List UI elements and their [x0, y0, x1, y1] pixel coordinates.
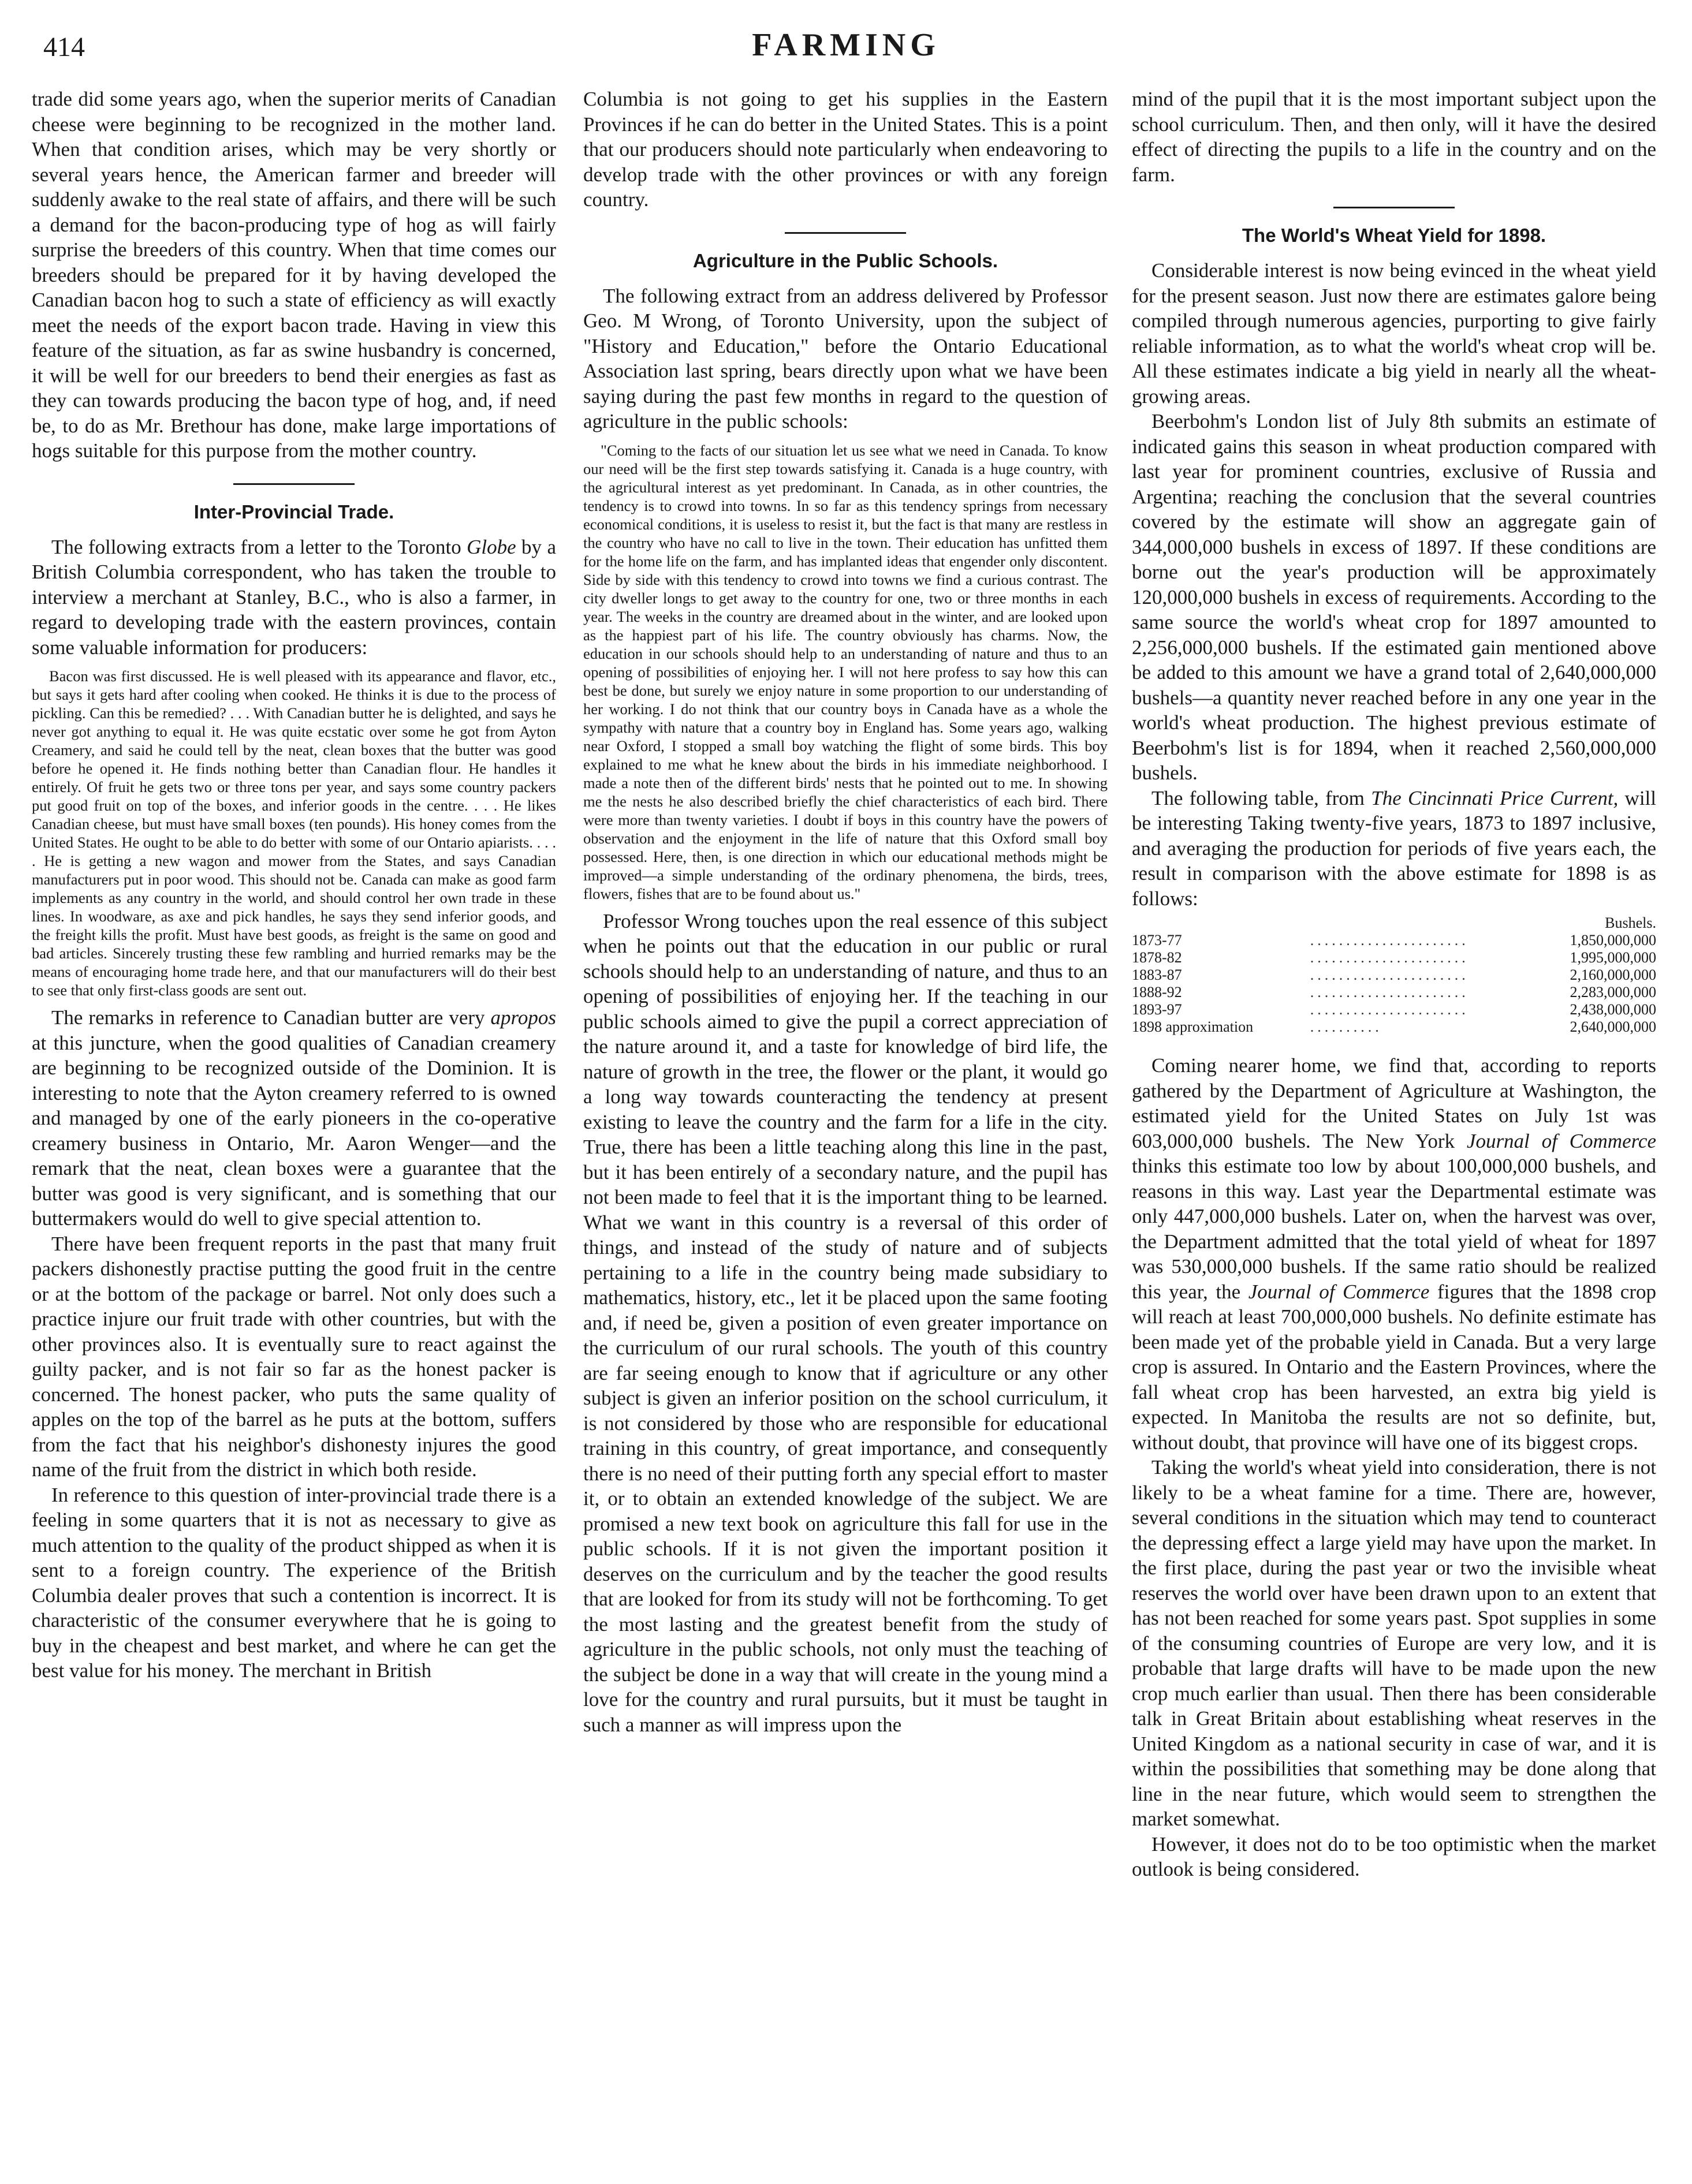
paragraph: Columbia is not going to get his supplies in the Eastern Provinces if he can do better in the United States. This is a point that our producers should note particularly when endeavoring to develop trade with the other provinces or with any foreign country. [583, 88, 1108, 211]
section-divider [233, 483, 355, 485]
paragraph: The remarks in reference to Canadian butter are very apropos at this juncture, when the good qualities of Canadian creamery are beginning to be recognized outside of the Dominion. It is interesting to note that the Ayton creamery referred to is owned and managed by one of the early pioneers in the co-operative creamery business in Ontario, Mr. Aaron Wenger—and the remark that the neat, clean boxes were a guarantee that the butter was good is very significant, and is something that our buttermakers would do well to give special attention to. [32, 1006, 556, 1230]
table-value: 2,438,000,000 [1570, 1001, 1656, 1018]
column-3 [1132, 87, 1656, 2165]
table-value: 2,283,000,000 [1570, 984, 1656, 1000]
table-row [1132, 932, 1656, 949]
paragraph: Professor Wrong touches upon the real essence of this subject when he points out that the education in our public or rural schools should help to an understanding of nature, and thus to an opening of possibilities of enjoying her. If the teaching in our public schools aimed to give the pupil a correct appreciation of the nature around it, and a taste for knowledge of bird life, the nature of growth in the tree, the flower or the plant, it would go a long way towards counteracting the tendency at present existing to leave the country and the farm for a life in the city. True, there has been a little teaching along this line in the past, but it has been entirely of a secondary nature, and the pupil has not been made to feel that it is the important thing to be learned. What we want in this country is a reversal of this order of things, and instead of the study of nature and of subjects pertaining to a life in the country being made subsidiary to mathematics, history, etc., let it be placed upon the same footing and, if need be, given a position of even greater importance on the curriculum of our rural schools. The youth of this country are far seeing enough to know that if agriculture or any other subject is given an inferior position on the school curriculum, it is not considered by those who are responsible for educational training in this country, of great importance, and consequently there is no need of their putting forth any special effort to master it, or to obtain an extended knowledge of the subject. We are promised a new text book on agriculture this fall for use in the public schools. If it is not given the important position it deserves on the curriculum and by the teacher the good results that are looked for from its study will not be forthcoming. To get the most lasting and the greatest benefit from the study of agriculture in the public schools, not only must the teaching of the subject be done in a way that will create in the young mind a love for the country and rural pursuits, but it must be taught in such a manner as will impress upon the [583, 909, 1108, 1736]
block-quote: "Coming to the facts of our situation let us see what we need in Canada. To know our need will be the first step towards satisfying it. Canada is a huge country, with the agricultural interest as yet predominant. In Canada, as in other countries, the tendency is to crowd into towns. In so far as this tendency springs from necessary economical conditions, it is useless to resist it, but the fact is that many are restless in the country who have no call to live in the town. Their education has unfitted them for the home life on the farm, and has implanted ideas that engender only discontent. Side by side with this tendency to crowd into towns we find a curious contrast. The city dweller longs to get away to the country for one, two or three months in each year. The weeks in the country are dreamed about in the winter, and are looked upon as the happiest part of his life. The country obviously has charms. Now, the education in our schools should help to an understanding of nature and thus to an opening of possibilities of enjoying her. I will not here profess to say how this can best be done, but surely we enjoy nature in some proportion to our understanding of her working. I do not think that our country boys in Canada have as a whole the sympathy with nature that a country boy in England has. Some years ago, walking near Oxford, I stopped a small boy watching the flight of some birds. This boy explained to me what he knew about the birds in his immediate neighborhood. I made a note then of the different birds' nests that he pointed out to me. In showing me the nests he also described briefly the chief characteristics of each bird. There were more than twenty varieties. I doubt if boys in this country have the powers of observation and the enjoyment in the life of nature that this Oxford small boy possessed. Here, then, is one direction in which our educational methods might be improved—a simple understanding of the ordinary phenomena, the birds, trees, flowers, fishes that are to be found about us." [583, 441, 1108, 902]
leader-dots: ...................... [1310, 1001, 1469, 1018]
page-header [43, 23, 1649, 69]
table-value: 1,850,000,000 [1570, 932, 1656, 949]
table-period: 1873-77 [1132, 932, 1182, 949]
paragraph: The following extract from an address delivered by Professor Geo. M Wrong, of Toronto University, upon the subject of "History and Education," before the Ontario Educational Association last spring, bears directly upon what we have been saying during the past few months in regard to the question of agriculture in the public schools: [583, 284, 1108, 432]
table-unit-row [1132, 914, 1656, 932]
table-value: 2,160,000,000 [1570, 966, 1656, 983]
table-period: 1878-82 [1132, 949, 1182, 966]
section-divider [1333, 207, 1455, 208]
section-divider [785, 232, 906, 234]
table-period: 1883-87 [1132, 966, 1182, 983]
leader-dots: ...................... [1310, 932, 1469, 949]
paragraph: The following extracts from a letter to the Toronto Globe by a British Columbia correspondent, who has taken the trouble to interview a merchant at Stanley, B.C., who is also a farmer, in regard to developing trade with the eastern provinces, contain some valuable information for producers: [32, 535, 556, 659]
paragraph: In reference to this question of inter-provincial trade there is a feeling in some quarters that it is not as necessary to give as much attention to the quality of the product shipped as when it is sent to a foreign country. The experience of the British Columbia dealer proves that such a contention is incorrect. It is characteristic of the consumer everywhere that he is going to buy in the cheapest and best market, and where he can get the best value for his money. The merchant in British [32, 1483, 556, 1682]
paragraph: Coming nearer home, we find that, according to reports gathered by the Department of Agriculture at Washington, the estimated yield for the United States on July 1st was 603,000,000 bushels. The New York Journal of Commerce thinks this estimate too low by about 100,000,000 bushels, and reasons in this way. Last year the Departmental estimate was only 447,000,000 bushels. Later on, when the harvest was over, the Department admitted that the total yield of wheat for 1897 was 530,000,000 bushels. If the same ratio should be realized this year, the Journal of Commerce figures that the 1898 crop will reach at least 700,000,000 bushels. No definite estimate has been made yet of the probable yield in Canada. But a very large crop is assured. In Ontario and the Eastern Provinces, where the fall wheat crop has been harvested, an extra big yield is expected. In Manitoba the results are not so definite, but, without doubt, that province will have one of its biggest crops. [1132, 1054, 1656, 1454]
leader-dots: ...................... [1310, 966, 1469, 983]
table-row [1132, 1018, 1656, 1036]
paragraph: There have been frequent reports in the past that many fruit packers dishonestly practise putting the good fruit in the centre or at the bottom of the package or barrel. Not only does such a practice injure our fruit trade with other countries, but with the other provinces also. It is eventually sure to react against the guilty packer, and is not fair so far as the honest packer is concerned. The honest packer, who puts the same quality of apples on the top of the barrel as he puts at the bottom, suffers from the fact that his neighbor's dishonesty injures the good name of the fruit from the district in which both reside. [32, 1232, 556, 1481]
paragraph: Considerable interest is now being evinced in the wheat yield for the present season. Just now there are estimates galore being compiled through numerous agencies, purporting to give fairly reliable information, as to what the world's wheat crop will be. All these estimates indicate a big yield in nearly all the wheat-growing areas. [1132, 259, 1656, 408]
paragraph: Beerbohm's London list of July 8th submits an estimate of indicated gains this season in wheat production compared with last year for prominent countries, exclusive of Russia and Argentina; reaching the conclusion that the several countries covered by the estimate will show an aggregate gain of 344,000,000 bushels in excess of 1897. If these conditions are borne out the year's production will be approximately 120,000,000 bushels in excess of requirements. According to the same source the world's wheat crop for 1897 amounted to 2,256,000,000 bushels. If the estimated gain mentioned above be added to this amount we have a grand total of 2,640,000,000 bushels—a quantity never reached before in any one year in the world's wheat production. The highest previous estimate of Beerbohm's list is for 1894, when it reached 2,560,000,000 bushels. [1132, 410, 1656, 784]
table-row [1132, 966, 1656, 984]
table-row [1132, 1001, 1656, 1018]
table-value: 2,640,000,000 [1570, 1018, 1656, 1035]
table-value: 1,995,000,000 [1570, 949, 1656, 966]
wheat-yield-table [1132, 914, 1656, 1036]
table-row [1132, 949, 1656, 966]
paragraph: However, it does not do to be too optimistic when the market outlook is being considered. [1132, 1832, 1656, 1880]
column-2 [583, 87, 1108, 2165]
column-1 [32, 87, 556, 2165]
section-heading: Agriculture in the Public Schools. [692, 249, 998, 271]
leader-dots: .......... [1310, 1018, 1382, 1035]
paragraph: The following table, from The Cincinnati Price Current, will be interesting Taking twenty-five years, 1873 to 1897 inclusive, and averaging the production for periods of five years each, the result in comparison with the above estimate for 1898 is as follows: [1132, 786, 1656, 910]
table-period: 1893-97 [1132, 1001, 1182, 1018]
section-heading: Inter-Provincial Trade. [193, 501, 394, 522]
paragraph: trade did some years ago, when the superior merits of Canadian cheese were beginning to be recognized in the mother land. When that condition arises, which may be very shortly or several years hence, the American farmer and breeder will suddenly awake to the real state of affairs, and there will be such a demand for the bacon-producing type of hog as will fairly surprise the breeders of this country. When that time comes our breeders should be prepared for it by having developed the Canadian bacon hog to such a state of efficiency as will exactly meet the needs of the export bacon trade. Having in view this feature of the situation, as far as swine husbandry is concerned, it will be well for our breeders to bend their energies as fast as they can towards producing the bacon type of hog, and, if need be, to do as Mr. Brethour has done, make large importations of hogs suitable for this purpose from the mother country. [32, 88, 556, 462]
section-heading: The World's Wheat Yield for 1898. [1242, 225, 1546, 246]
paragraph: Taking the world's wheat yield into consideration, there is not likely to be a wheat famine for a time. There are, however, several conditions in the situation which may tend to counteract the depressing effect a large yield may have upon the market. In the first place, during the past year or two the invisible wheat reserves the world over have been drawn upon to an extent that has not been reached for some years past. Spot supplies in some of the consuming countries of Europe are very low, and it is probable that large drafts will have to be made upon the new crop much earlier than usual. Then there has been considerable talk in Great Britain about establishing wheat reserves in the United Kingdom as a national security in case of war, and it is within the possibilities that something may be done along that line in the near future, which would seem to strengthen the market somewhat. [1132, 1456, 1656, 1830]
page-number: 414 [43, 32, 85, 62]
leader-dots: ...................... [1310, 949, 1469, 966]
table-unit-label: Bushels. [1605, 914, 1656, 931]
table-period: 1888-92 [1132, 984, 1182, 1000]
table-period: 1898 approximation [1132, 1018, 1254, 1035]
table-row [1132, 984, 1656, 1001]
running-title: FARMING [752, 27, 940, 63]
block-quote: Bacon was first discussed. He is well pleased with its appearance and flavor, etc., but says it gets hard after cooling when cooked. He thinks it is due to the process of pickling. Can this be remedied? . . . With Canadian butter he is delighted, and says he never got anything to equal it. He was quite ecstatic over some he got from Ayton Creamery, and said he could tell by the neat, clean boxes that the butter was good before he opened it. He finds nothing better than Canadian flour. He handles it entirely. Of fruit he gets two or three tons per year, and says some country packers put good fruit on top of the boxes, and inferior goods in the centre. . . . He likes Canadian cheese, but must have small boxes (ten pounds). His honey comes from the United States. He ought to be able to do better with some of our Ontario apiarists. . . . . He is getting a new wagon and mower from the States, and says Canadian manufacturers put in poor wood. This should not be. Canada can make as good farm implements as any country in the world, and should control her own trade in these lines. In woodware, as axe and pick handles, he says they send inferior goods, and the freight kills the profit. Must have best goods, as freight is the same on good and bad articles. Sincerely trusting these few rambling and hurried remarks may be the means of encouraging home trade here, and that our manufacturers will do their best to see that only first-class goods are sent out. [32, 667, 556, 999]
leader-dots: ...................... [1310, 984, 1469, 1000]
paragraph: mind of the pupil that it is the most important subject upon the school curriculum. Then, and then only, will it have the desired effect of directing the pupils to a life in the country and on the farm. [1132, 88, 1656, 186]
